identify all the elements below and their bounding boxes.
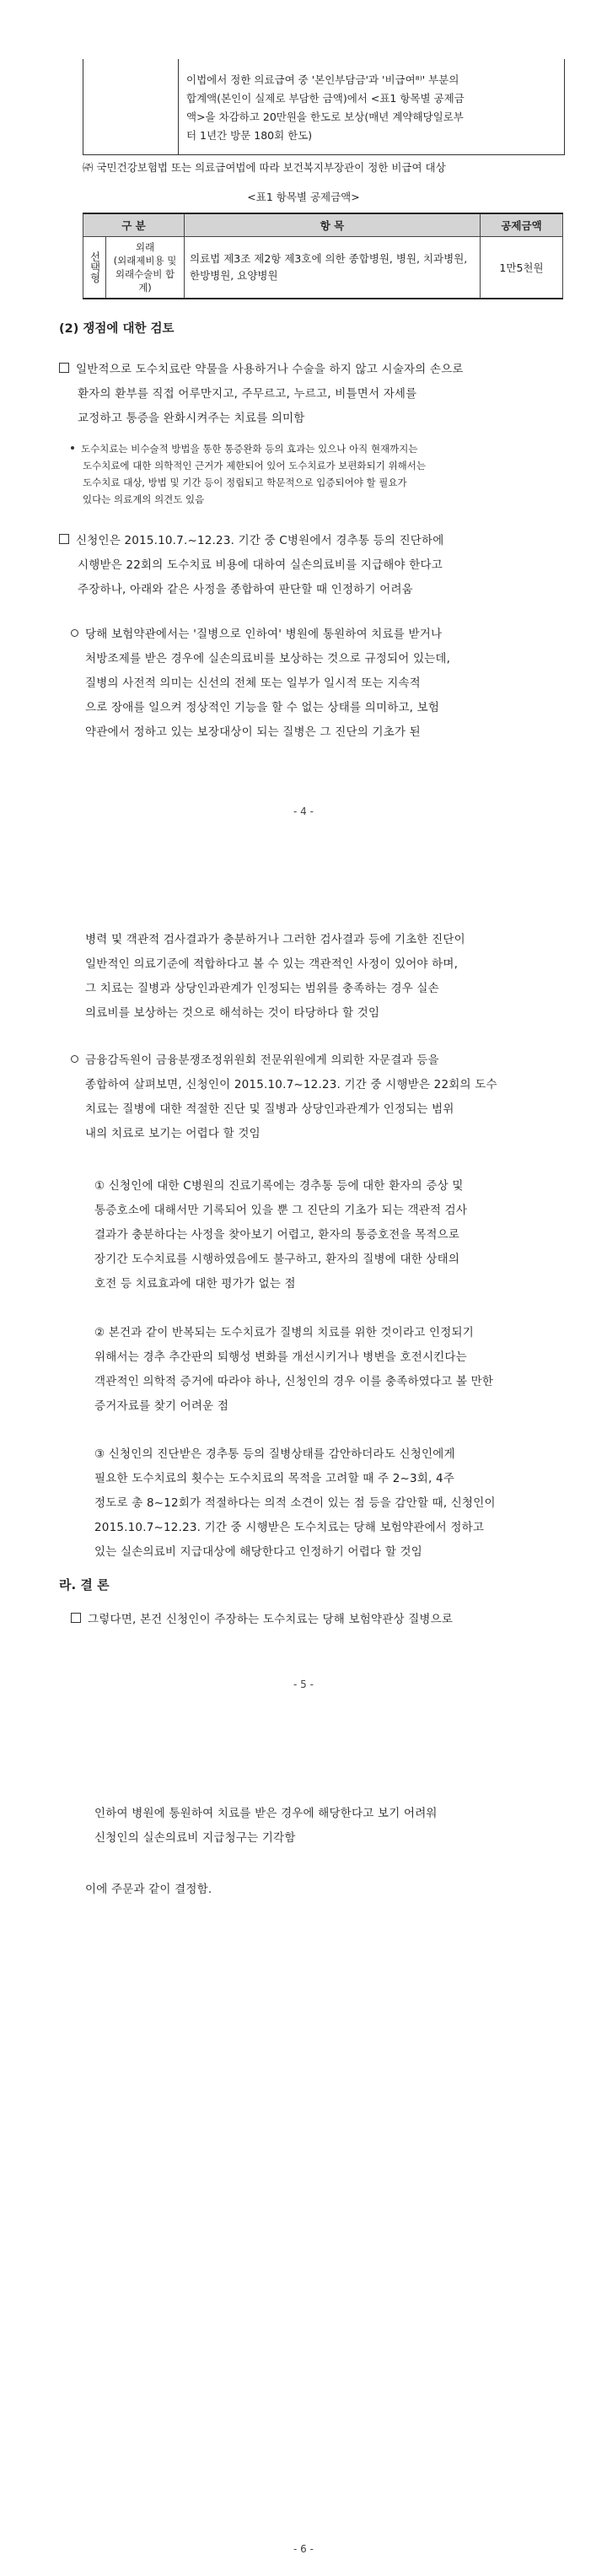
para-line: 위해서는 경추 추간판의 퇴행성 변화를 개선시키거나 병변을 호전시킨다는 [94, 1350, 467, 1364]
para-line: 장기간 도수치료를 시행하였음에도 불구하고, 환자의 질병에 대한 상태의 [94, 1253, 460, 1266]
cell-deduction: 1만5천원 [481, 237, 563, 299]
line-text: 처방조제를 받은 경우에 실손의료비를 보상하는 것으로 규정되어 있는데, [85, 652, 451, 666]
para-line [59, 578, 565, 602]
para-line [59, 553, 565, 578]
para-line: ③ 신청인의 진단받은 경추통 등의 질병상태를 감안하더라도 신청인에게 [94, 1447, 455, 1461]
para-conclusion-cont [94, 1802, 575, 1851]
para-line: 정도로 총 8~12회가 적절하다는 의적 소견이 있는 점 등을 감안할 때, 신청인이 [94, 1496, 496, 1510]
para-conclusion [71, 1608, 577, 1632]
line-text: 도수치료 대상, 방법 및 기간 등이 정립되고 학문적으로 입증되어야 할 필요가 [83, 477, 407, 488]
fn-line [71, 491, 565, 508]
para-line: 필요한 도수치료의 횟수는 도수치료의 목적을 고려할 때 주 2~3회, 4주 [94, 1472, 455, 1485]
para-expert-opinion [71, 1048, 577, 1146]
fn-line [71, 440, 565, 457]
para-line: 결과가 충분하다는 사정을 찾아보기 어렵고, 환자의 통증호전을 목적으로 [94, 1228, 460, 1242]
line-text: 있다는 의료계의 의견도 있음 [83, 493, 205, 505]
line-text: 도수치료에 대한 의학적인 근거가 제한되어 있어 도수치료가 보편화되기 위해서는 [83, 460, 426, 472]
square-bullet-icon [71, 1613, 81, 1623]
reason-item-1 [94, 1174, 575, 1296]
header-category: 구 분 [83, 213, 185, 237]
para-continuation [85, 928, 574, 1026]
para-line [59, 358, 565, 382]
circle-bullet-icon [71, 629, 78, 637]
para-line: 인하여 병원에 통원하여 치료를 받은 경우에 해당한다고 보기 어려워 [94, 1807, 438, 1820]
para-line: 통증호소에 대해서만 기록되어 있을 뿐 그 진단의 기초가 되는 객관적 검사 [94, 1204, 468, 1217]
cell-group: 선택형 [83, 237, 106, 299]
para-line: ① 신청인에 대한 C병원의 진료기록에는 경추통 등에 대한 환자의 증상 및 [94, 1179, 464, 1193]
page-number: - 4 - [293, 806, 314, 817]
cell-item: 의료법 제3조 제2항 제3호에 의한 종합병원, 병원, 치과병원, 한방병원, 요양병원 [185, 237, 481, 299]
footnote-medical-opinion [71, 440, 565, 508]
para-line [71, 647, 568, 671]
line-text: 당해 보험약관에서는 '질병으로 인하여' 병원에 통원하여 치료를 받거나 [85, 628, 443, 641]
box-text [186, 71, 557, 145]
para-line [71, 696, 568, 720]
line-text: 일반적으로 도수치료란 약물을 사용하거나 수술을 하지 않고 시술자의 손으로 [76, 363, 464, 376]
para-policy-terms [71, 622, 568, 745]
conclusion-heading: 라. 결 론 [59, 1577, 110, 1592]
reason-item-3 [94, 1442, 575, 1565]
table-caption: <표1 항목별 공제금액> [247, 191, 360, 203]
para-line: 의료비를 보상하는 것으로 해석하는 것이 타당하다 할 것임 [85, 1006, 380, 1020]
line-text: 으로 장애를 일으켜 정상적인 기능을 할 수 없는 상태를 의미하고, 보험 [85, 701, 440, 714]
circle-bullet-icon [71, 1055, 78, 1063]
para-line [71, 622, 568, 647]
page-number: - 6 - [293, 2543, 314, 2555]
para-line: 객관적인 의학적 증거에 따라야 하나, 신청인의 경우 이를 충족하였다고 볼 만한 [94, 1375, 494, 1388]
line-text: 도수치료는 비수술적 방법을 통한 통증완화 등의 효과는 있으나 아직 현재까지는 [81, 443, 418, 455]
box-line: 액>을 차감하고 20만원을 한도로 보상(매년 계약해당일로부 [186, 110, 464, 123]
square-bullet-icon [59, 363, 69, 373]
para-line: 있는 실손의료비 지급대상에 해당한다고 인정하기 어렵다 할 것임 [94, 1545, 422, 1559]
para-line: 2015.10.7~12.23. 기간 중 시행받은 도수치료는 당해 보험약관에서 정하고 [94, 1521, 485, 1534]
para-line [71, 720, 568, 745]
deduction-table [83, 213, 563, 299]
para-line: 신청인의 실손의료비 지급청구는 기각함 [94, 1831, 296, 1845]
line-text: 주장하나, 아래와 같은 사정을 종합하여 판단할 때 인정하기 어려움 [78, 583, 413, 596]
line-text: 내의 치료로 보기는 어렵다 할 것임 [85, 1127, 261, 1140]
para-line [59, 407, 565, 431]
line-text: 그렇다면, 본건 신청인이 주장하는 도수치료는 당해 보험약관상 질병으로 [88, 1613, 454, 1626]
benefit-box [83, 59, 565, 155]
para-line [59, 382, 565, 407]
para-line: 증거자료를 찾기 어려운 점 [94, 1399, 229, 1413]
square-bullet-icon [59, 534, 69, 544]
para-line [71, 1608, 577, 1632]
para-line [71, 1073, 577, 1097]
para-line [71, 1122, 577, 1146]
footnote-nonbenefit: ㈜ 국민건강보험법 또는 의료급여법에 따라 보건복지부장관이 정한 비급여 대상 [83, 161, 446, 174]
para-claim [59, 529, 565, 602]
box-line: 합계액(본인이 실제로 부담한 금액)에서 <표1 항목별 공제금 [186, 92, 465, 105]
line-text: 교정하고 통증을 완화시켜주는 치료를 의미함 [78, 412, 305, 425]
para-line [59, 529, 565, 553]
line-text: 금융감독원이 금융분쟁조정위원회 전문위원에게 의뢰한 자문결과 등을 [85, 1054, 439, 1067]
line-text: 약관에서 정하고 있는 보장대상이 되는 질병은 그 진단의 기초가 된 [85, 725, 421, 739]
para-line: 병력 및 객관적 검사결과가 충분하거나 그러한 검사결과 등에 기초한 진단이 [85, 933, 465, 946]
para-line: 그 치료는 질병과 상당인과관계가 인정되는 범위를 충족하는 경우 실손 [85, 982, 439, 995]
header-deduction: 공제금액 [481, 213, 563, 237]
reason-item-2 [94, 1321, 575, 1419]
para-line [71, 671, 568, 696]
para-line [71, 1048, 577, 1073]
box-line: 터 1년간 방문 180회 한도) [186, 129, 313, 142]
line-text: 질병의 사전적 의미는 신선의 전체 또는 일부가 일시적 또는 지속적 [85, 676, 421, 690]
para-line: ② 본건과 같이 반복되는 도수치료가 질병의 치료를 위한 것이라고 인정되기 [94, 1326, 474, 1339]
section-heading: (2) 쟁점에 대한 검토 [59, 322, 175, 336]
line-text: 종합하여 살펴보면, 신청인이 2015.10.7~12.23. 기간 중 시행받은 22회의 도수 [85, 1078, 497, 1091]
cell-sub-title: 외래 [135, 241, 155, 253]
para-manual-therapy-def [59, 358, 565, 431]
cell-sub [106, 237, 185, 299]
box-divider [178, 59, 179, 154]
page-number: - 5 - [293, 1679, 314, 1690]
line-text: 시행받은 22회의 도수치료 비용에 대하여 실손의료비를 지급해야 한다고 [78, 558, 443, 572]
fn-line [71, 457, 565, 474]
box-line: 이법에서 정한 의료급여 중 '본인부담금'과 '비급여⁸⁾' 부분의 [186, 73, 459, 86]
line-text: 치료는 질병에 대한 적절한 진단 및 질병과 상당인과관계가 인정되는 범위 [85, 1102, 454, 1116]
fn-line [71, 474, 565, 491]
para-line [71, 1097, 577, 1122]
decision-statement: 이에 주문과 같이 결정함. [85, 1883, 212, 1896]
bullet-dot-icon [71, 446, 74, 450]
para-line: 호전 등 치료효과에 대한 평가가 없는 점 [94, 1277, 296, 1291]
line-text: 신청인은 2015.10.7.~12.23. 기간 중 C병원에서 경추통 등의 진단하에 [76, 534, 444, 547]
para-line: 일반적인 의료기준에 적합하다고 볼 수 있는 객관적인 사정이 있어야 하며, [85, 957, 459, 971]
line-text: 환자의 환부를 직접 어루만지고, 주무르고, 누르고, 비틀면서 자세를 [78, 387, 417, 401]
header-item: 항 목 [185, 213, 481, 237]
cell-sub-detail: (외래제비용 및 외래수술비 합계) [113, 255, 177, 294]
